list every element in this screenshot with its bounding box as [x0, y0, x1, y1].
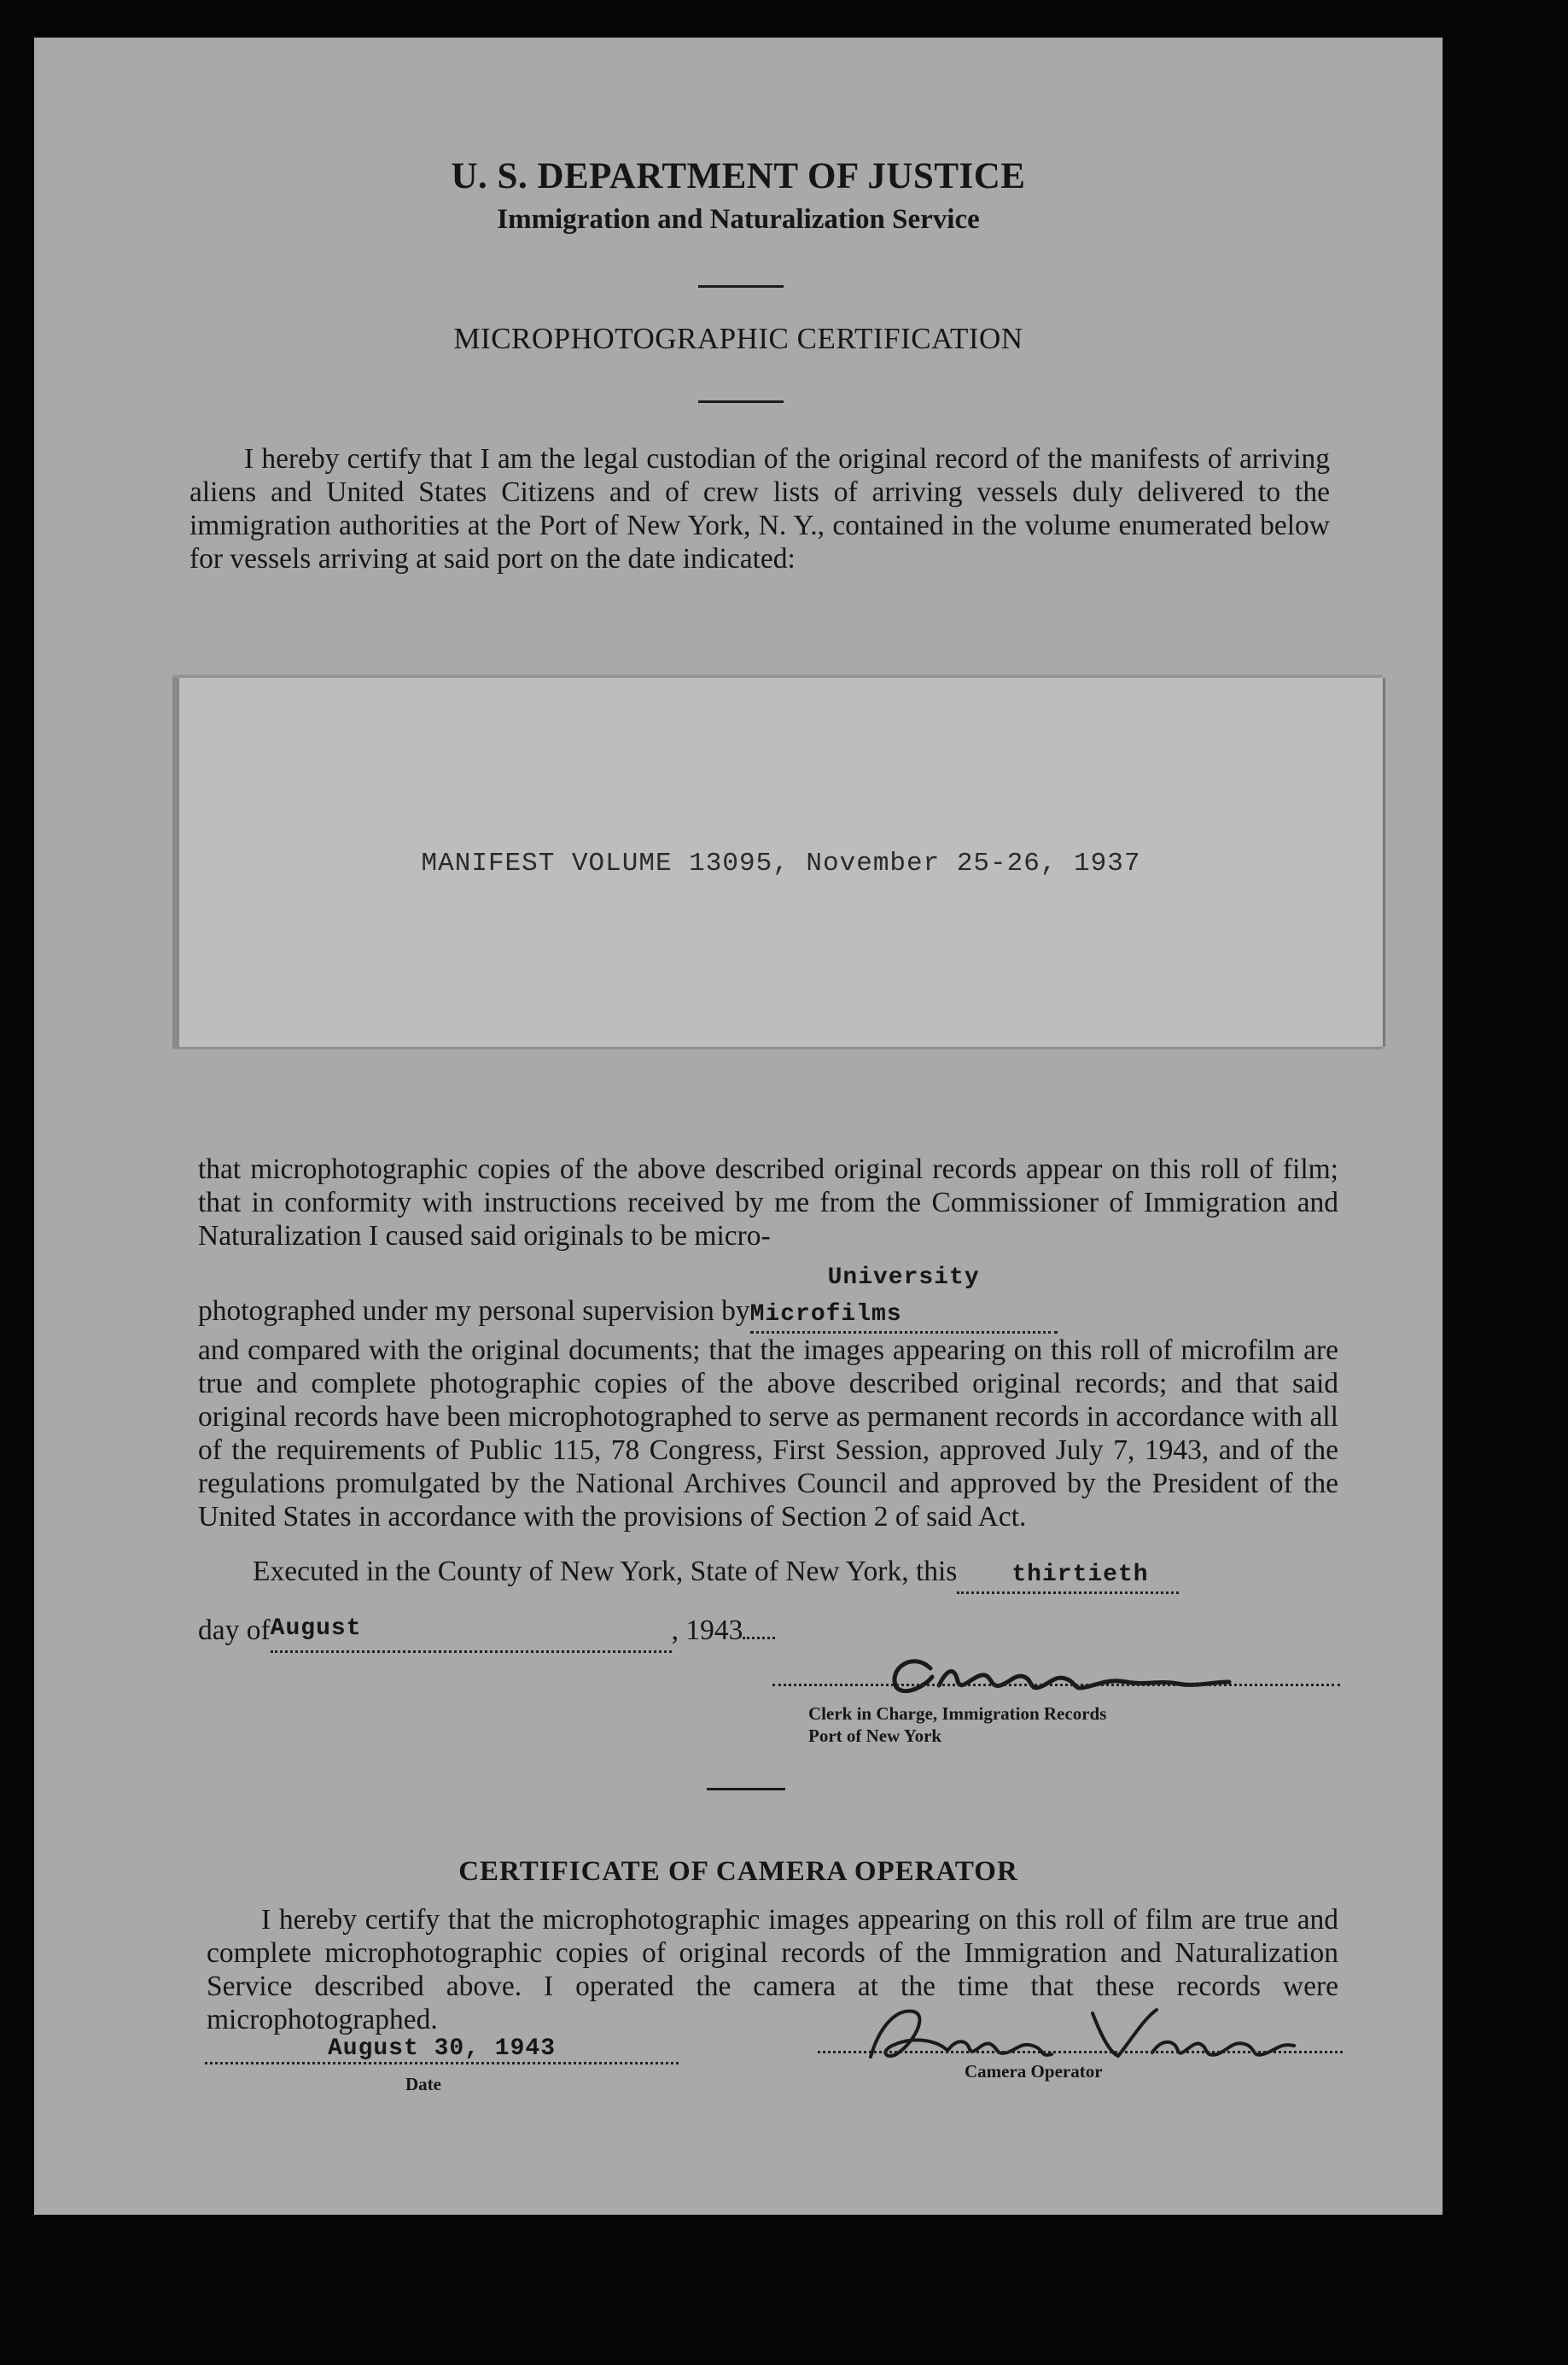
date-field — [205, 2035, 679, 2064]
clerk-title — [808, 1702, 1106, 1747]
volume-card — [172, 678, 1383, 1047]
year-trailing-dots — [743, 1637, 775, 1639]
certificate-page — [34, 38, 1443, 2215]
supervisor-field — [750, 1258, 1058, 1334]
department-heading: U. S. DEPARTMENT OF JUSTICE — [451, 156, 1026, 196]
clerk-title-line1: Clerk in Charge, Immigration Records — [808, 1703, 1107, 1724]
year-label: , 1943 — [671, 1615, 743, 1646]
operator-signature-line — [818, 2051, 1343, 2053]
intro-text: I hereby certify that I am the legal custodian of the original record of the manifests of arriving aliens and United States Citizens and of crew lists of arriving vessels duly delivered to the immigration authorities at the Port of New York, N. Y., contained in the volume enumerated below for vessels arriving at said port on the date indicated: — [189, 443, 1330, 575]
execution-prefix: Executed in the County of New York, State of New York, this — [253, 1556, 958, 1587]
header-divider-2 — [698, 400, 784, 403]
clerk-signature — [854, 1643, 1314, 1702]
supervision-line — [198, 1258, 1338, 1334]
execution-line — [198, 1555, 1338, 1594]
intro-paragraph — [189, 442, 1330, 575]
body-line1: that microphotographic copies of the above described original records appear on this roll of film; that in conformity with instructions received by me from the Commissioner of Immigration and Naturalization I caused said originals to be micro- — [198, 1153, 1338, 1252]
body-paragraph — [198, 1153, 1338, 1533]
camera-certificate-title: CERTIFICATE OF CAMERA OPERATOR — [458, 1856, 1018, 1887]
body-rest: and compared with the original documents; that the images appearing on this roll of microfilm are true and complete photographic copies of the above described original records; and that said original records have been microphotographed to serve as permanent records in accordance with all of the requirements of Public 115, 78 Congress, First Session, approved July 7, 1943, and of the regulations promulgated by the National Archives Council and approved by the President of the United States in accordance with the provisions of Section 2 of said Act. — [198, 1334, 1338, 1533]
month-value: August — [270, 1615, 362, 1642]
service-subheading: Immigration and Naturalization Service — [497, 204, 980, 235]
day-of-label: day of — [198, 1615, 271, 1646]
date-label: Date — [405, 2074, 441, 2094]
operator-signature — [819, 2001, 1349, 2070]
day-value: thirtieth — [1011, 1562, 1149, 1588]
date-value: August 30, 1943 — [327, 2035, 557, 2062]
clerk-signature-line — [772, 1684, 1340, 1686]
month-field — [271, 1614, 672, 1653]
camera-certificate-text: I hereby certify that the microphotographic images appearing on this roll of film are true and complete microphotographic copies of original records of the Immigration and Naturalization Service described above. I operated the camera at the time that these records were microphotographed. — [207, 1904, 1338, 2035]
certification-title: MICROPHOTOGRAPHIC CERTIFICATION — [453, 322, 1023, 355]
day-of-line — [198, 1614, 966, 1653]
day-field — [957, 1555, 1179, 1594]
operator-label: Camera Operator — [965, 2061, 1103, 2082]
volume-label: MANIFEST VOLUME 13095, November 25-26, 1937 — [421, 849, 1141, 879]
supervisor-value: University Microfilms — [749, 1264, 980, 1328]
clerk-title-line2: Port of New York — [808, 1726, 942, 1746]
header-divider-1 — [698, 285, 784, 288]
supervision-prefix: photographed under my personal supervision by — [198, 1295, 750, 1327]
section-divider — [707, 1788, 785, 1790]
